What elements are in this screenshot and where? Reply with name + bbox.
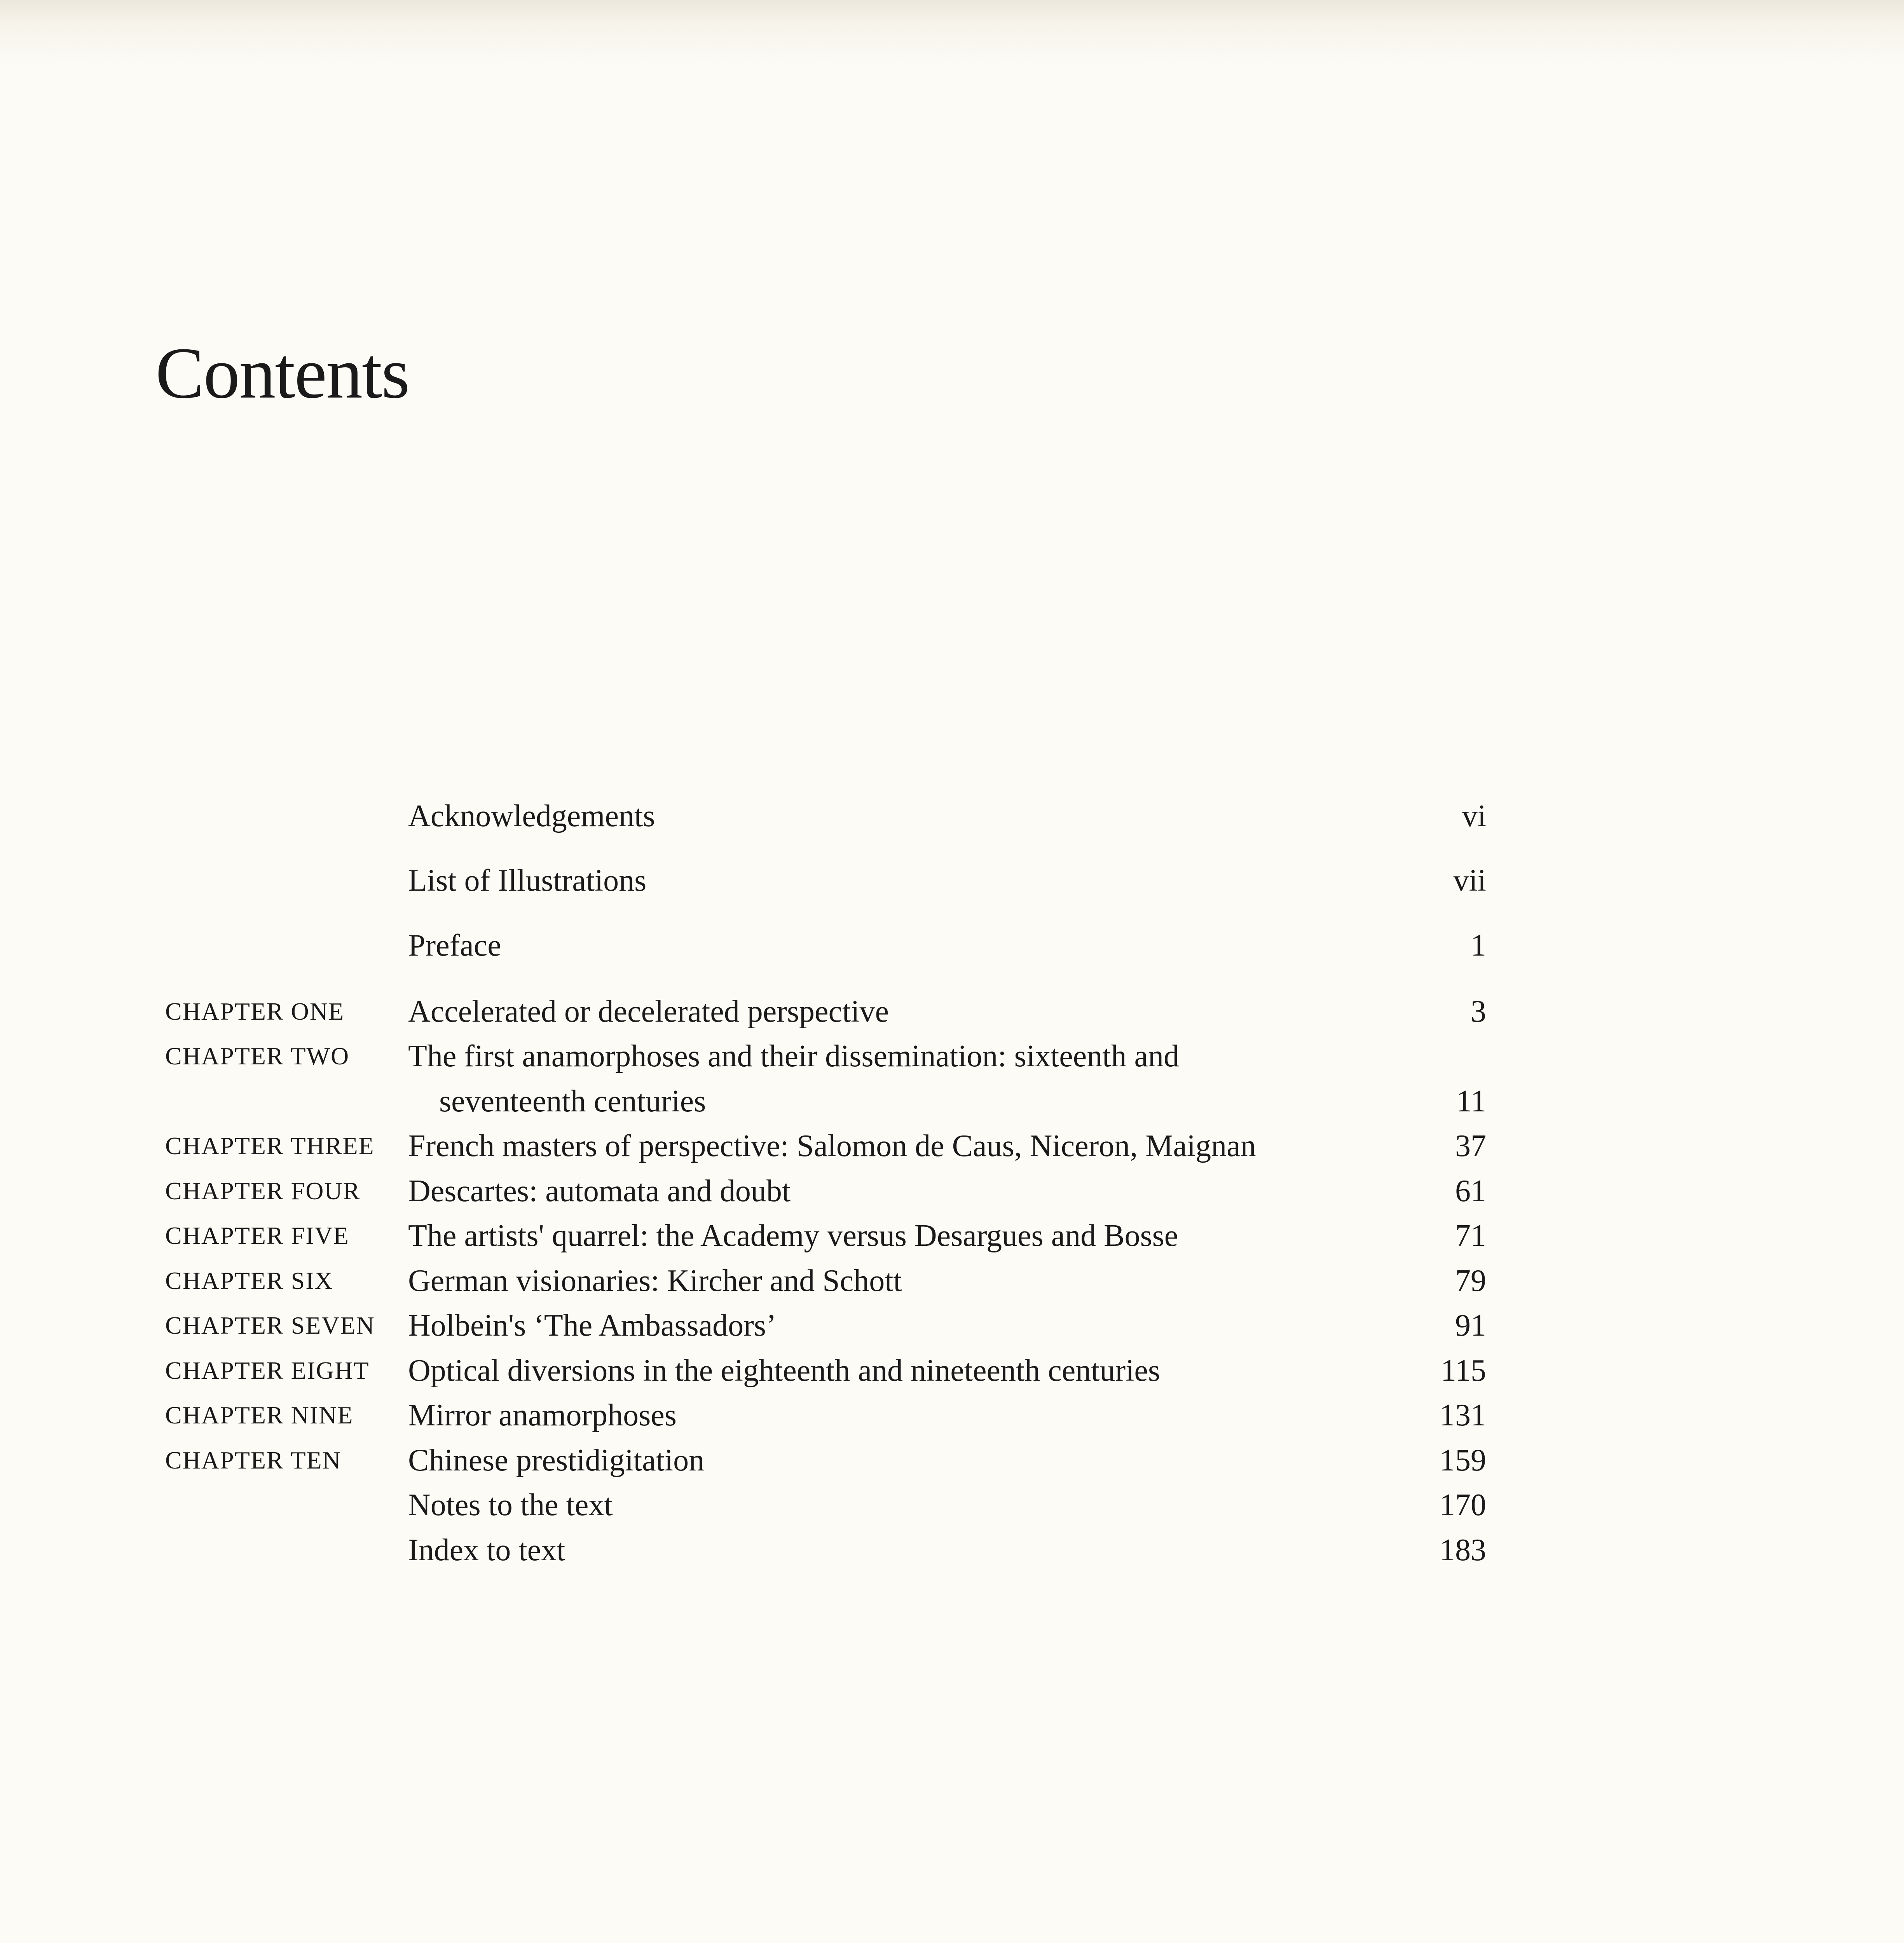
entry-title: List of Illustrations [408,863,647,898]
entry-page: 79 [1455,1264,1486,1298]
entry-page: 183 [1440,1533,1486,1567]
chapter-label: CHAPTER TEN [165,1446,341,1474]
chapter-label: CHAPTER ONE [165,998,345,1025]
entry-title: Descartes: automata and doubt [408,1174,791,1208]
entry-title: Index to text [408,1533,565,1567]
entry-page: 61 [1455,1174,1486,1208]
toc-entry-chapter-three[interactable] [0,1123,1904,1169]
entry-page: 170 [1440,1488,1486,1522]
chapter-label: CHAPTER FOUR [165,1177,361,1205]
entry-title: Mirror anamorphoses [408,1398,677,1432]
entry-title-continued: seventeenth centuries [439,1084,706,1118]
page-title: Contents [155,332,409,413]
entry-title: Chinese prestidigitation [408,1443,705,1477]
toc-entry-chapter-one[interactable] [0,989,1904,1034]
chapter-label: CHAPTER EIGHT [165,1357,370,1384]
entry-title: Notes to the text [408,1488,613,1522]
toc-entry-chapter-nine[interactable] [0,1393,1904,1438]
toc-entry-chapter-two-continued[interactable] [0,1079,1904,1124]
entry-page: vii [1453,863,1486,898]
toc-entry-preface[interactable] [0,923,1904,968]
entry-page: 91 [1455,1308,1486,1343]
entry-page: 37 [1455,1129,1486,1163]
toc-entry-chapter-seven[interactable] [0,1303,1904,1348]
toc-entry-chapter-five[interactable] [0,1213,1904,1258]
entry-title: Optical diversions in the eighteenth and nineteenth centuries [408,1353,1160,1388]
entry-page: 159 [1440,1443,1486,1477]
toc-entry-chapter-ten[interactable] [0,1438,1904,1483]
chapter-label: CHAPTER TWO [165,1042,350,1070]
entry-title: German visionaries: Kircher and Schott [408,1264,902,1298]
toc-entry-index[interactable] [0,1528,1904,1573]
toc-entry-acknowledgements[interactable] [0,794,1904,839]
entry-title: French masters of perspective: Salomon de Caus, Niceron, Maignan [408,1129,1256,1163]
toc-entry-chapter-six[interactable] [0,1258,1904,1303]
toc-entry-chapter-two[interactable] [0,1034,1904,1079]
entry-page: 131 [1440,1398,1486,1432]
toc-entry-notes[interactable] [0,1483,1904,1528]
entry-title: The first anamorphoses and their dissemination: sixteenth and [408,1039,1179,1073]
toc-entry-chapter-four[interactable] [0,1169,1904,1214]
chapter-label: CHAPTER SEVEN [165,1312,375,1339]
chapter-label: CHAPTER THREE [165,1132,375,1160]
entry-title: Preface [408,928,501,963]
entry-title: Accelerated or decelerated perspective [408,994,889,1029]
paper-edge [0,0,1904,66]
entry-page: 3 [1471,994,1486,1029]
entry-title: Acknowledgements [408,799,655,833]
entry-page: 1 [1471,928,1486,963]
chapter-label: CHAPTER SIX [165,1267,333,1294]
entry-page: 11 [1456,1084,1486,1118]
chapter-label: CHAPTER NINE [165,1401,354,1429]
entry-page: 115 [1440,1353,1486,1388]
entry-title: Holbein's ‘The Ambassadors’ [408,1308,777,1343]
entry-title: The artists' quarrel: the Academy versus Desargues and Bosse [408,1219,1178,1253]
toc-entry-chapter-eight[interactable] [0,1348,1904,1393]
toc-entry-list-of-illustrations[interactable] [0,858,1904,903]
entry-page: vi [1462,799,1486,833]
chapter-label: CHAPTER FIVE [165,1222,349,1249]
entry-page: 71 [1455,1219,1486,1253]
